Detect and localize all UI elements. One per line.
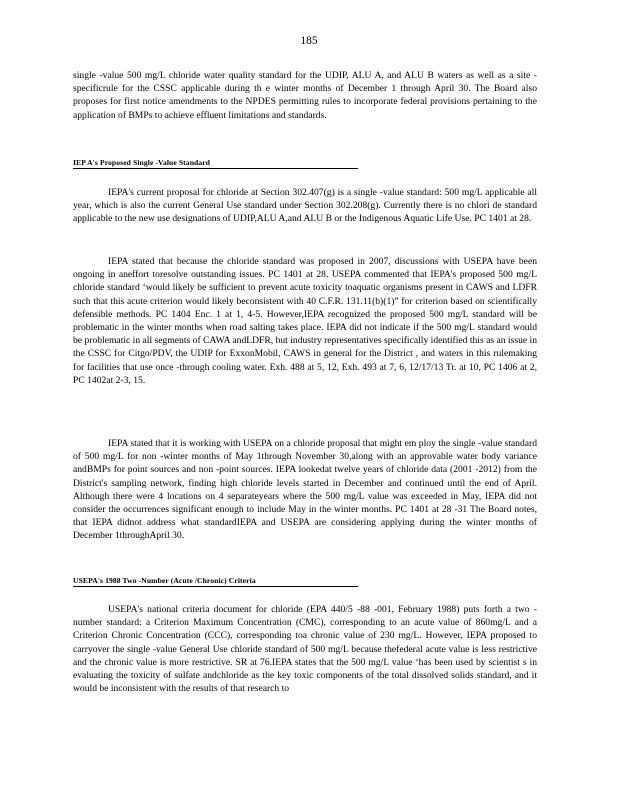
section-2-paragraph-1: USEPA's national criteria document for chloride (EPA 440/5 -88 -001, February 1988) puts forth a two -number standard: a Criterion Maximum Concentration (CMC), corresponding to an acute value of 860mg/L and a Criterion Chronic Concentration (CCC), corresponding toa chronic value of 230 mg/L. However, IEPA proposed to carryover the single -value General Use chloride standard of 500 mg/L because thefederal acute value is less restrictive and the chronic value is more restrictive. SR at 76.IEPA states that the 500 mg/L value ‘has been used by scientist s in evaluating the toxicity of sulfate andchloride as the key toxic components of the total dissolved solids standard, and it would be inconsistent with the results of that research to bbox=[73, 604, 537, 695]
intro-paragraph-block bbox=[73, 69, 537, 122]
section-heading-single-value: IEP A's Proposed Single -Value Standard bbox=[73, 158, 358, 169]
section-1-paragraph-1: IEPA's current proposal for chloride at Section 302.407(g) is a single -value standard: 500 mg/L applicable all year, which is also the current General Use standard under Section 302.208(g). Currently there is no chlori de standard applicable to the new use designations of UDIP,ALU A,and ALU B or the Indigenous Aquatic Life Use. PC 1401 at 28. bbox=[73, 187, 537, 225]
section-heading-two-number: USEPA's 1988 Two -Number (Acute /Chronic) Criteria bbox=[73, 576, 358, 587]
section-1-block bbox=[73, 186, 537, 226]
section-1-paragraph-3: IEPA stated that it is working with USEPA on a chloride proposal that might em ploy the single -value standard of 500 mg/L for non -winter months of May 1through November 30,along with an approvable water body variance andBMPs for point sources and non -point sources. IEPA lookedat twelve years of chloride data (2001 -2012) from the District's sampling network, finding high chloride levels started in December and continued until the end of April. Although there were 4 locations on 4 separateyears where the 500 mg/L value was exceeded in May, IEPA did not consider the occurrences significant enough to include May in the winter months. PC 1401 at 28 -31 The Board notes, that IEPA didnot address what standardIEPA and USEPA are considering applying during the winter months of December 1throughApril 30. bbox=[73, 438, 537, 542]
section-1-paragraph-2: IEPA stated that because the chloride standard was proposed in 2007, discussions with USEPA have been ongoing in aneffort toresolve outstanding issues. PC 1401 at 28. USEPA commented that IEPA's proposed 500 mg/L chloride standard ‘would likely be sufficient to prevent acute toxicity toaquatic organisms present in CAWS and LDFR such that this acute criterion would likely beconsistent with 40 C.F.R. 131.11(b)(1)” for criterion based on scientifically defensible methods. PC 1404 Enc. 1 at 1, 4-5. However,IEPA recognized the proposed 500 mg/L standard will be problematic in the winter months when road salting takes place. IEPA did not indicate if the 500 mg/L standard would be problematic in all segments of CAWA andLDFR, but industry representatives specifically identified this as an issue in the CSSC for Citgo/PDV, the UDIP for ExxonMobil, CAWS in general for the District , and waters in this rulemaking for facilities that use once -through cooling water. Exh. 488 at 5, 12, Exh. 493 at 7, 6, 12/17/13 Tr. at 10, PC 1406 at 2, PC 1402at 2-3, 15. bbox=[73, 256, 537, 386]
section-1-block-2 bbox=[73, 255, 537, 387]
intro-paragraph: single -value 500 mg/L chloride water quality standard for the UDIP, ALU A, and ALU B waters as well as a site -specificrule for the CSSC applicable during th e winter months of December 1 through April 30. The Board also proposes for first notice amendments to the NPDES permitting rules to incorporate federal provisions pertaining to the application of BMPs to achieve effluent limitations and standards. bbox=[73, 70, 537, 121]
section-1-block-3 bbox=[73, 437, 537, 543]
section-2-block bbox=[73, 603, 537, 695]
page-number: 185 bbox=[300, 35, 318, 47]
